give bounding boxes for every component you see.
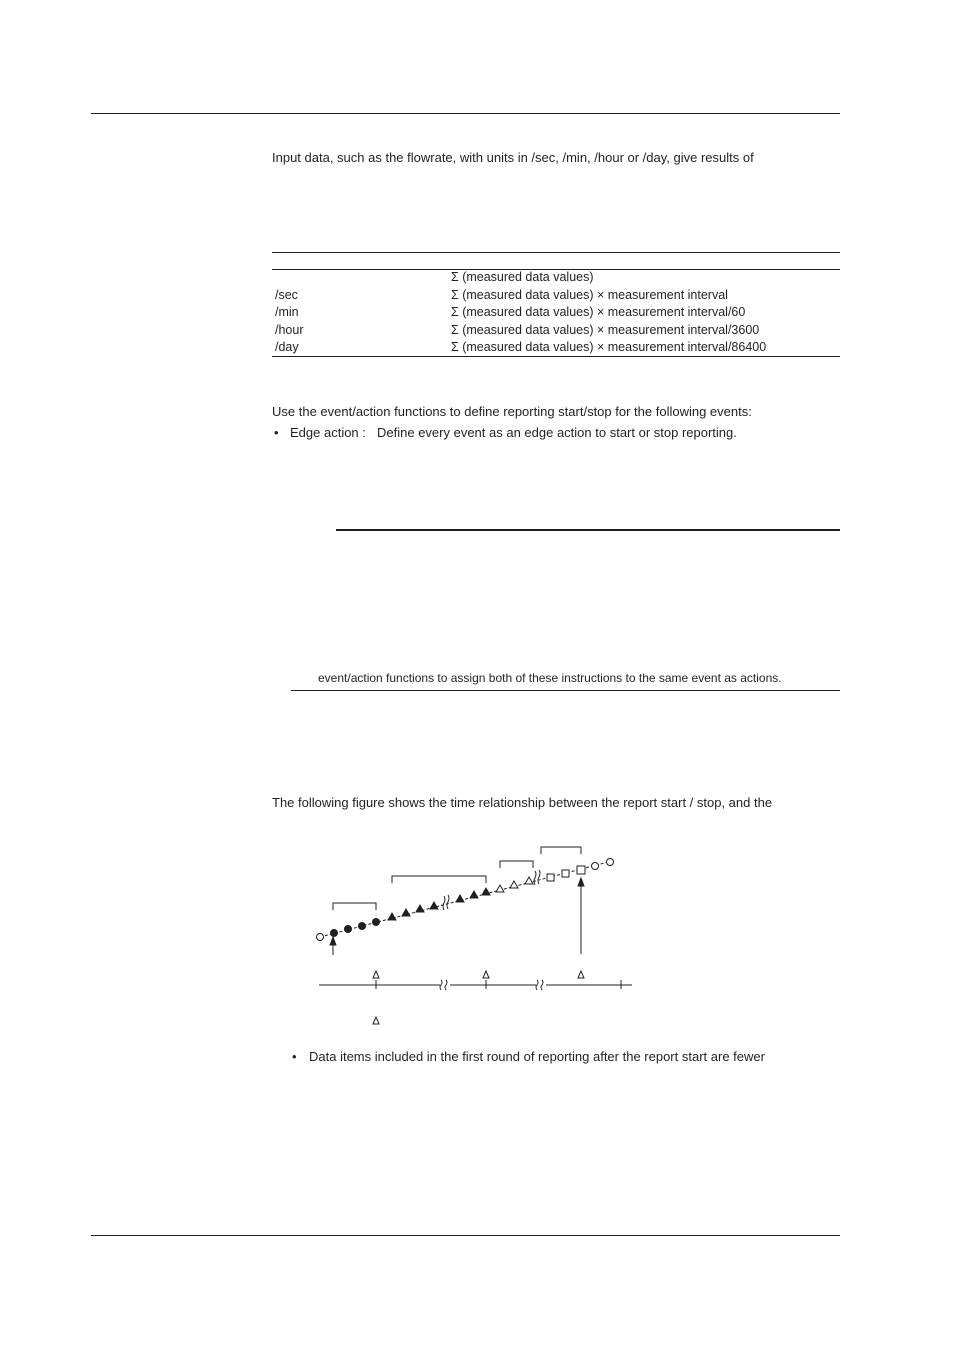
figure-paragraph: The following figure shows the time relationship between the report start / stop, and the — [272, 795, 773, 810]
footer-rule — [91, 1235, 840, 1236]
arrow-head-icon — [330, 937, 336, 945]
intro-paragraph: Input data, such as the flowrate, with units in /sec, /min, /hour or /day, give results of — [272, 150, 754, 165]
open-circle-markers — [592, 859, 614, 870]
table-row — [272, 322, 840, 339]
bracket-third-round — [500, 861, 533, 868]
table-top-rule — [272, 252, 840, 253]
header-rule — [91, 113, 840, 114]
formula-cell: Σ (measured data values) × measurement interval/60 — [451, 305, 746, 319]
note-bottom-rule — [291, 690, 840, 691]
formula-cell: Σ (measured data values) — [451, 270, 594, 284]
open-square-markers — [547, 866, 585, 881]
data-items-text: Data items included in the first round of reporting after the report start are fewer — [309, 1049, 765, 1064]
formula-cell: Σ (measured data values) × measurement interval/3600 — [451, 323, 760, 337]
table-row — [272, 304, 840, 321]
arrow-head-icon — [578, 878, 584, 886]
report-timing-figure — [300, 840, 640, 1035]
note-top-rule — [336, 529, 840, 531]
formula-cell: Σ (measured data values) × measurement interval/86400 — [451, 340, 767, 354]
event-paragraph: Use the event/action functions to define reporting start/stop for the following events: — [272, 404, 752, 419]
filled-triangle-markers — [388, 888, 490, 920]
open-circle-marker — [317, 934, 324, 941]
unit-cell: /day — [275, 340, 299, 354]
bracket-first-round — [333, 903, 376, 910]
axis-break-icon — [536, 980, 543, 990]
unit-cell: /min — [275, 305, 299, 319]
report-time-legend-icon — [373, 1017, 379, 1024]
table-row — [272, 269, 840, 286]
bullet-marker: • — [292, 1049, 297, 1064]
open-triangle-markers — [496, 877, 533, 892]
edge-action-text: Define every event as an edge action to start or stop reporting. — [377, 425, 737, 440]
axis-break-icon — [440, 980, 447, 990]
break-mark-icon — [443, 895, 449, 910]
table-bottom-rule — [272, 356, 840, 357]
bracket-second-round — [392, 876, 486, 883]
table-row — [272, 339, 840, 356]
formula-cell: Σ (measured data values) × measurement interval — [451, 288, 728, 302]
unit-cell: /sec — [275, 288, 298, 302]
report-time-triangles — [373, 971, 584, 978]
break-mark-icon — [534, 870, 540, 885]
unit-cell: /hour — [275, 323, 304, 337]
bracket-last-round — [541, 847, 581, 854]
edge-action-label: Edge action : — [290, 425, 366, 440]
note-text: event/action functions to assign both of these instructions to the same event as actions. — [318, 671, 782, 685]
bullet-marker: • — [274, 425, 279, 440]
table-row — [272, 287, 840, 304]
